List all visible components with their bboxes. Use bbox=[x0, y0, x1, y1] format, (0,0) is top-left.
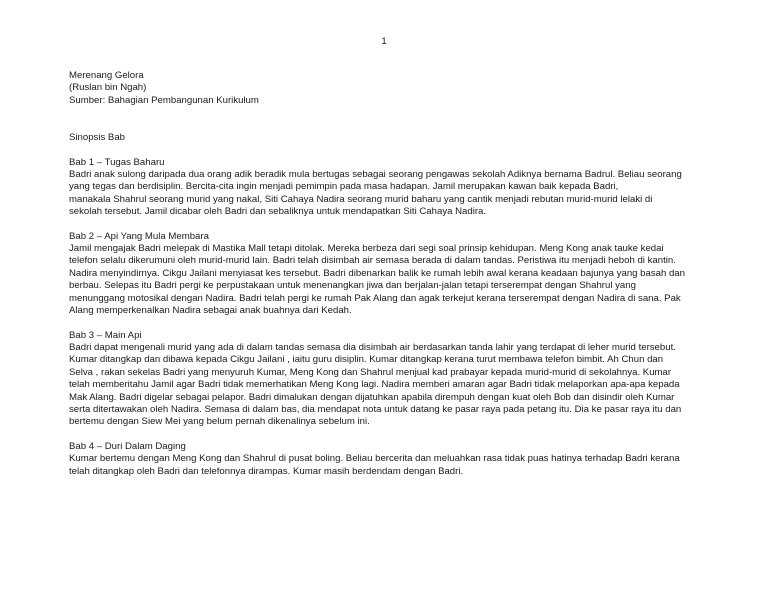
chapter-text-line: Badri dapat mengenali murid yang ada di dalam tandas semasa dia disimbah air berdasarkan tanda lahir yang terdapat di leher murid tersebut. bbox=[69, 341, 676, 353]
chapter-text-line: yang tegas dan berdisiplin. Bercita-cita ingin menjadi pemimpin pada masa hadapan. Jamil merupakan kawan baik kepada Badri, bbox=[69, 181, 619, 193]
chapter-text-line: Alang memperkenalkan Nadira sebagai anak buahnya dari Kedah. bbox=[69, 305, 352, 317]
chapter-text-line: Selva , rakan sekelas Badri yang menyuruh Kumar, Meng Kong dan Shahrul menjual kad prabayar kepada murid-murid di sekolahnya. Kumar bbox=[69, 366, 672, 378]
chapter-text-line: telefon selalu dikerumuni oleh murid-murid lain. Badri telah disimbah air semasa berada di dalam tandas. Peristiwa itu menjadi heboh di kantin. bbox=[69, 255, 676, 267]
chapter-title: Bab 2 – Api Yang Mula Membara bbox=[69, 230, 209, 242]
chapter-text-line: menunggang motosikal dengan Nadira. Badri telah pergi ke rumah Pak Alang dan agak terkejut kerana terserempat dengan Nadira di sana. Pak bbox=[69, 292, 681, 304]
chapter-1 bbox=[69, 157, 701, 219]
chapter-text-line: telah memberitahu Jamil agar Badri tidak memerhatikan Meng Kong lagi. Nadira memberi amaran agar Badri tidak melaporkan apa-apa kepada bbox=[69, 379, 680, 391]
chapter-text-line: sekolah tersebut. Jamil dicabar oleh Badri dan sebaliknya untuk mendapatkan Siti Cahaya Nadira. bbox=[69, 206, 487, 218]
book-title: Merenang Gelora bbox=[69, 70, 144, 81]
chapter-4 bbox=[69, 441, 701, 478]
chapter-text-line: bertemu dengan Siew Mei yang belum pernah dikenalinya sebelum ini. bbox=[69, 416, 370, 428]
document-body bbox=[69, 70, 701, 490]
synopsis-heading: Sinopsis Bab bbox=[69, 132, 125, 144]
chapter-text-line: serta ditertawakan oleh Nadira. Semasa di dalam bas, dia mendapat nota untuk datang ke pasar raya pada petang itu. Dia ke pasar raya itu dan bbox=[69, 403, 682, 415]
book-source: Sumber: Bahagian Pembangunan Kurikulum bbox=[69, 94, 259, 106]
chapter-text-line: berbau. Selepas itu Badri pergi ke perpustakaan untuk menenangkan jiwa dan berjalan-jalan tetapi terserempat dengan Shahrul yang bbox=[69, 280, 636, 292]
chapter-text-line: Kumar bertemu dengan Meng Kong dan Shahrul di pusat boling. Beliau bercerita dan meluahkan rasa tidak puas hatinya terhadap Badri kerana bbox=[69, 453, 680, 465]
chapter-text-line: Jamil mengajak Badri melepak di Mastika Mall tetapi ditolak. Mereka berbeza dari segi soal prinsip kehidupan. Meng Kong anak tauke kedai bbox=[69, 243, 664, 255]
chapter-text-line: Kumar ditangkap dan dibawa kepada Cikgu Jailani , iaitu guru disiplin. Kumar ditangkap kerana turut membawa telefon bimbit. Ah Chun dan bbox=[69, 354, 664, 366]
chapter-text-line: Badri anak sulong daripada dua orang adik beradik mula bertugas sebagai seorang pengawas sekolah Adiknya bernama Badrul. Beliau seorang bbox=[69, 169, 682, 181]
chapter-2 bbox=[69, 231, 701, 318]
chapter-text-line: telah ditangkap oleh Badri dan telefonnya dirampas. Kumar masih berdendam dengan Badri. bbox=[69, 465, 464, 477]
chapter-title: Bab 4 – Duri Dalam Daging bbox=[69, 440, 186, 452]
chapter-3 bbox=[69, 330, 701, 429]
chapter-text-line: Mak Alang. Badri digelar sebagai pelapor. Badri dimalukan dengan dijatuhkan apabila dirempuh dengan kuat oleh Bob dan disindir oleh Kumar bbox=[69, 391, 675, 403]
chapter-title: Bab 1 – Tugas Baharu bbox=[69, 156, 165, 168]
chapter-text-line: manakala Shahrul seorang murid yang nakal, Siti Cahaya Nadira seorang murid baharu yang cantik menjadi rebutan murid-murid lelaki di bbox=[69, 193, 653, 205]
book-author: (Ruslan bin Ngah) bbox=[69, 82, 147, 94]
chapter-title: Bab 3 – Main Api bbox=[69, 329, 142, 341]
chapter-text-line: Nadira menyindirnya. Cikgu Jailani menyiasat kes tersebut. Badri dibenarkan balik ke rumah lebih awal kerana keadaan bajunya yang basah dan bbox=[69, 267, 685, 279]
page-number: 1 bbox=[381, 36, 387, 47]
document-header bbox=[69, 70, 701, 107]
